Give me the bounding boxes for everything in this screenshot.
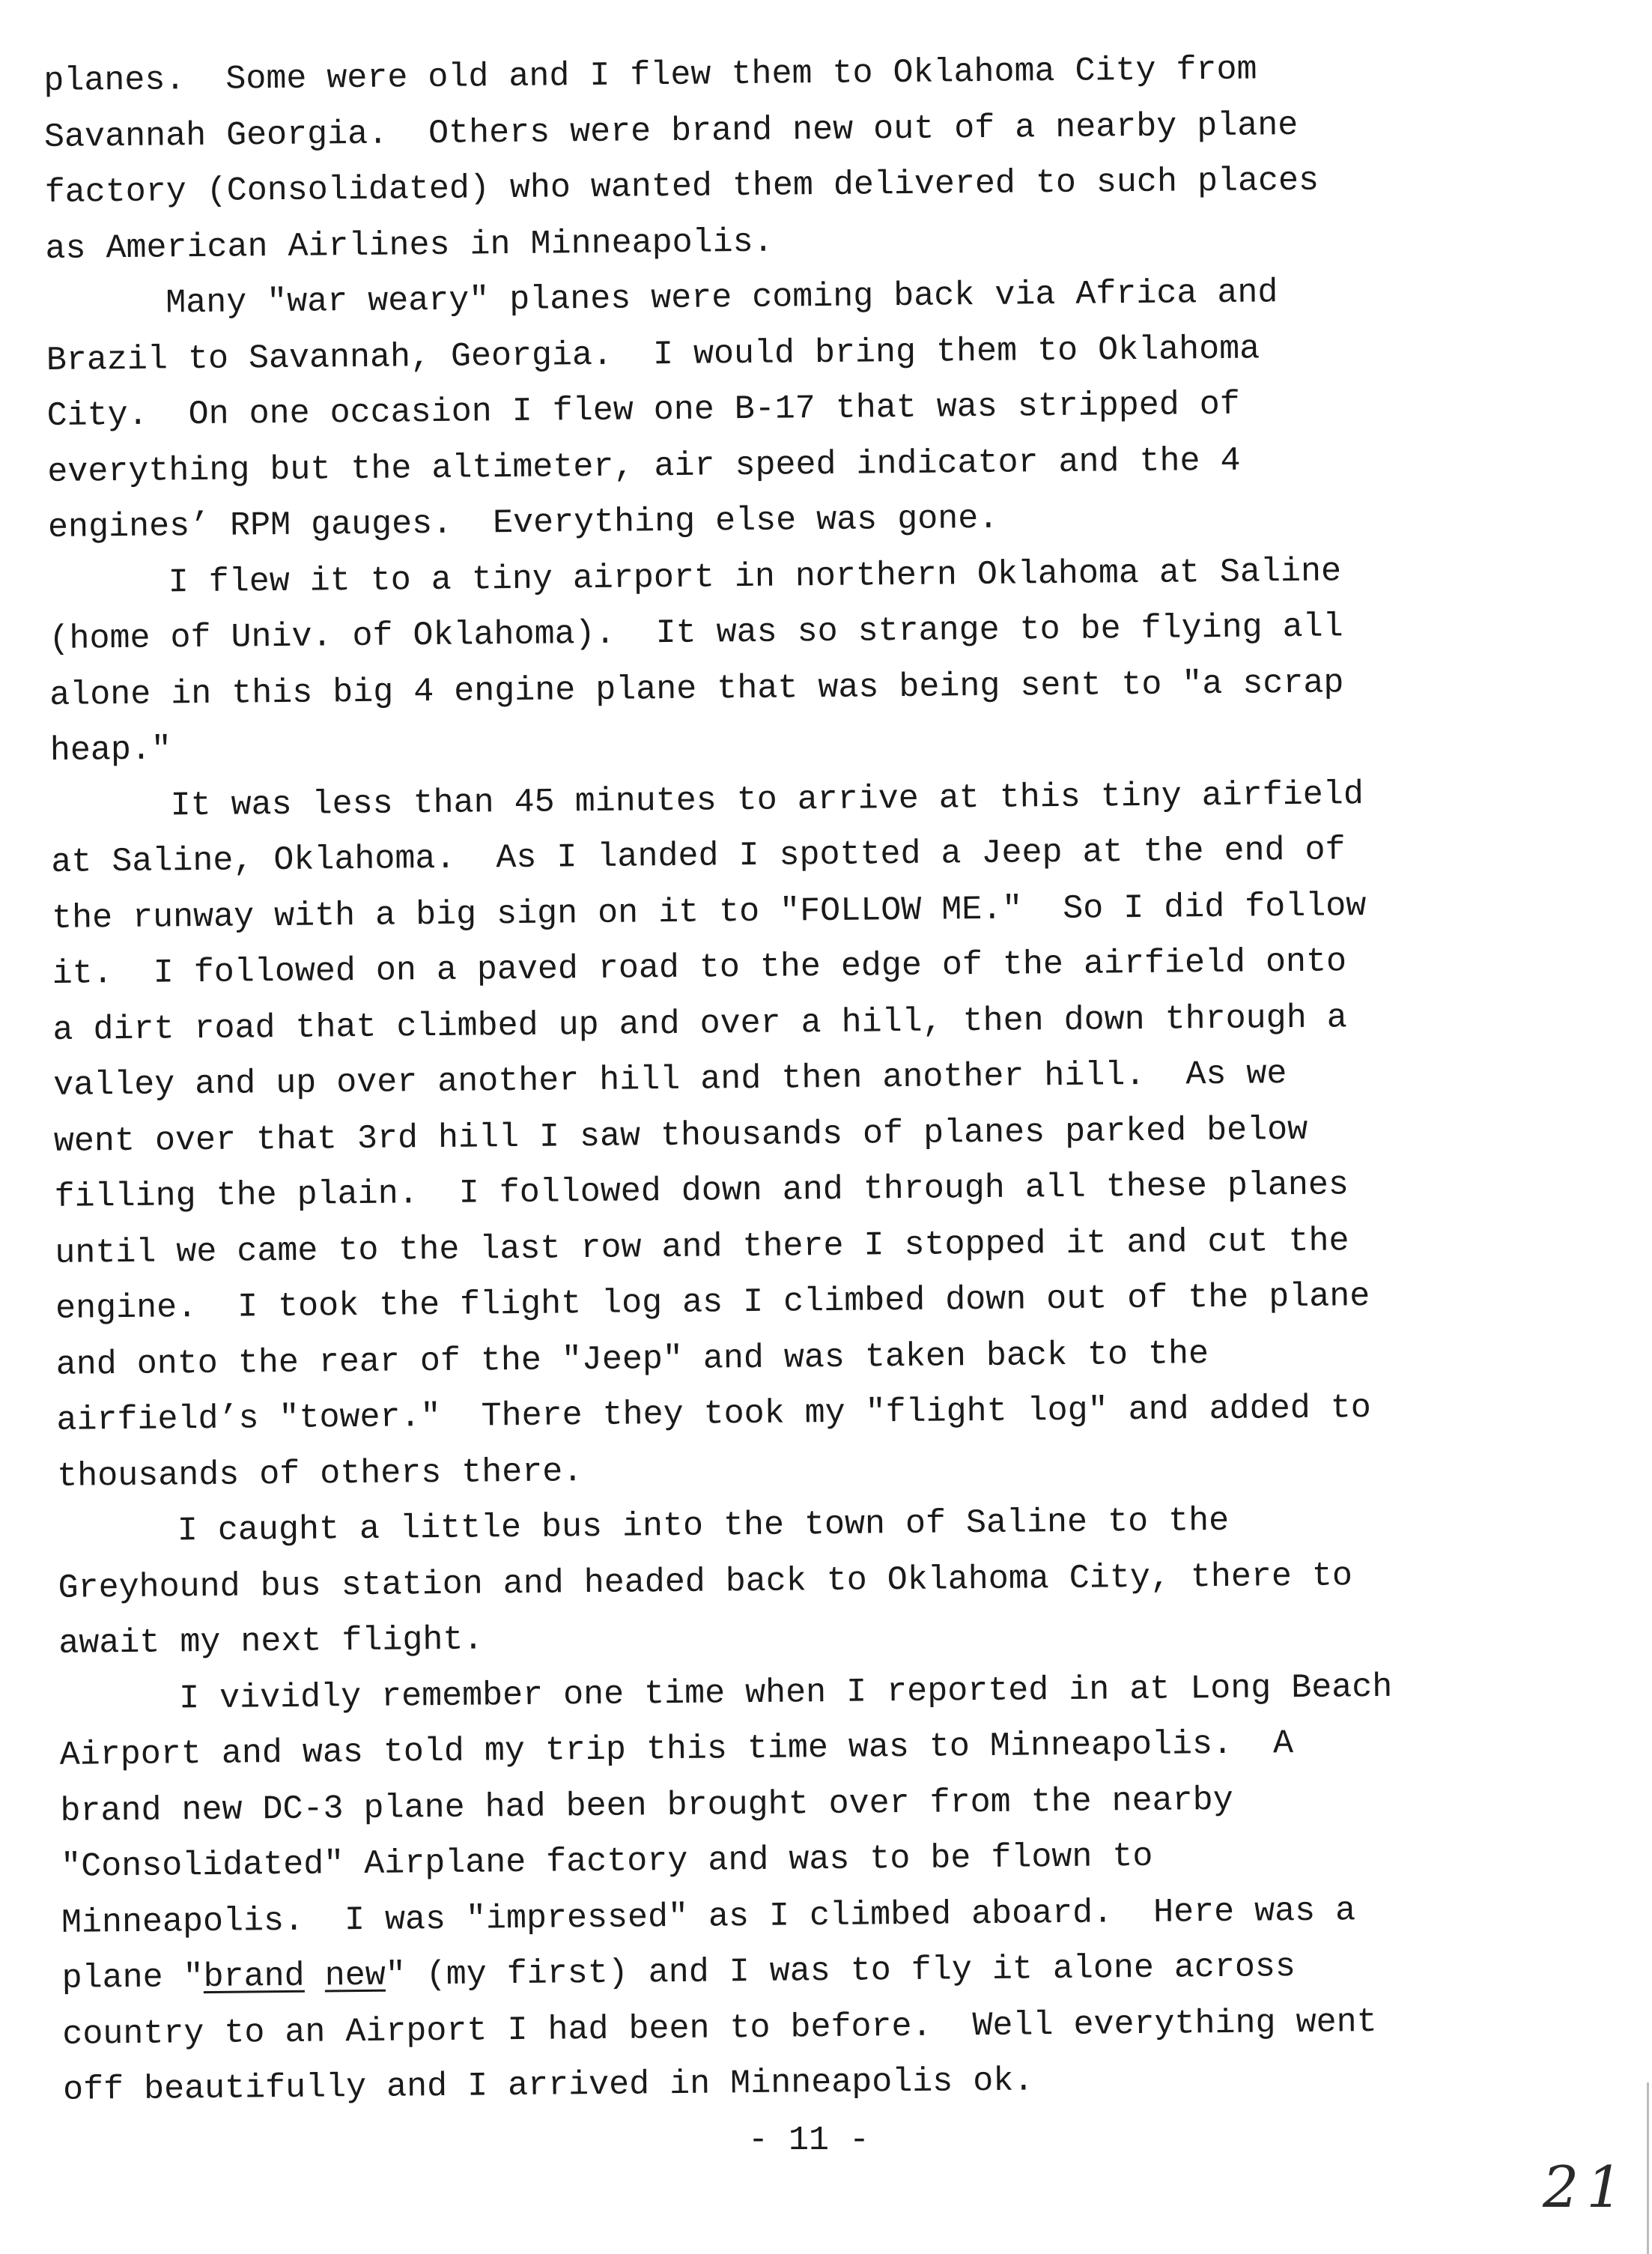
text-fragment: plane " xyxy=(61,1958,204,1998)
text-line: I flew it to a tiny airport in northern Oklahoma at Saline xyxy=(168,551,1342,602)
text-line: (home of Univ. of Oklahoma). It was so strange to be flying all xyxy=(49,608,1343,658)
text-line: everything but the altimeter, air speed indicator and the 4 xyxy=(47,441,1241,491)
text-line: the runway with a big sign on it to "FOLLOW ME." So I did follow xyxy=(51,886,1367,938)
text-fragment xyxy=(304,1957,325,1996)
text-line: Savannah Georgia. Others were brand new out of a nearby plane xyxy=(43,106,1299,157)
text-line: I vividly remember one time when I reported in at Long Beach xyxy=(178,1667,1393,1718)
text-line: Airport and was told my trip this time was to Minneapolis. A xyxy=(59,1724,1294,1775)
text-line: It was less than 45 minutes to arrive at this tiny airfield xyxy=(170,775,1364,825)
body-text xyxy=(43,40,1561,2119)
underlined-word: new xyxy=(324,1956,386,1996)
text-line: City. On one occasion I flew one B-17 that was stripped of xyxy=(46,385,1241,435)
text-line: alone in this big 4 engine plane that was being sent to "a scrap xyxy=(49,663,1344,715)
text-line: it. I followed on a paved road to the edge of the airfield onto xyxy=(52,942,1347,993)
text-line: "Consolidated" Airplane factory and was to be flown to xyxy=(60,1837,1153,1886)
text-line: await my next flight. xyxy=(58,1620,484,1663)
text-line: went over that 3rd hill I saw thousands of planes parked below xyxy=(53,1110,1308,1161)
text-line: Brazil to Savannah, Georgia. I would bring them to Oklahoma xyxy=(46,329,1260,380)
text-line: thousands of others there. xyxy=(56,1452,583,1496)
handwritten-page-number: 21 xyxy=(1543,2154,1630,2220)
text-line: planes. Some were old and I flew them to Oklahoma City from xyxy=(43,50,1257,100)
scan-edge-divider xyxy=(1647,2082,1649,2254)
text-line: heap." xyxy=(49,730,172,770)
underlined-word: brand xyxy=(203,1957,305,1997)
page-number: - 11 - xyxy=(747,2121,870,2160)
text-line: as American Airlines in Minneapolis. xyxy=(45,222,774,268)
text-line: I caught a little bus into the town of Saline to the xyxy=(177,1501,1230,1551)
text-line: Minneapolis. I was "impressed" as I climbed aboard. Here was a xyxy=(61,1891,1356,1942)
text-line: engines’ RPM gauges. Everything else was gone. xyxy=(47,499,999,547)
text-line: country to an Airport I had been to before. Well everything went xyxy=(62,2002,1377,2054)
text-line: Greyhound bus station and headed back to Oklahoma City, there to xyxy=(58,1556,1353,1608)
text-line: a dirt road that climbed up and over a hill, then down through a xyxy=(52,998,1347,1049)
text-line: brand new DC-3 plane had been brought over from the nearby xyxy=(60,1781,1233,1831)
text-line: filling the plain. I followed down and through all these planes xyxy=(54,1166,1349,1217)
text-line: valley and up over another hill and then another hill. As we xyxy=(52,1055,1287,1105)
text-line: off beautifully and I arrived in Minneapolis ok. xyxy=(62,2061,1034,2109)
text-line: and onto the rear of the "Jeep" and was taken back to the xyxy=(55,1334,1209,1384)
text-line: engine. I took the flight log as I climbed down out of the plane xyxy=(55,1277,1370,1328)
text-fragment: " (my first) and I was to fly it alone across xyxy=(385,1948,1296,1995)
text-line: at Saline, Oklahoma. As I landed I spotted a Jeep at the end of xyxy=(51,831,1346,882)
text-line: factory (Consolidated) who wanted them delivered to such places xyxy=(44,161,1320,212)
text-line: Many "war weary" planes were coming back via Africa and xyxy=(165,273,1278,323)
text-line: airfield’s "tower." There they took my "flight log" and added to xyxy=(56,1389,1371,1440)
text-line: until we came to the last row and there I stopped it and cut the xyxy=(55,1221,1349,1273)
